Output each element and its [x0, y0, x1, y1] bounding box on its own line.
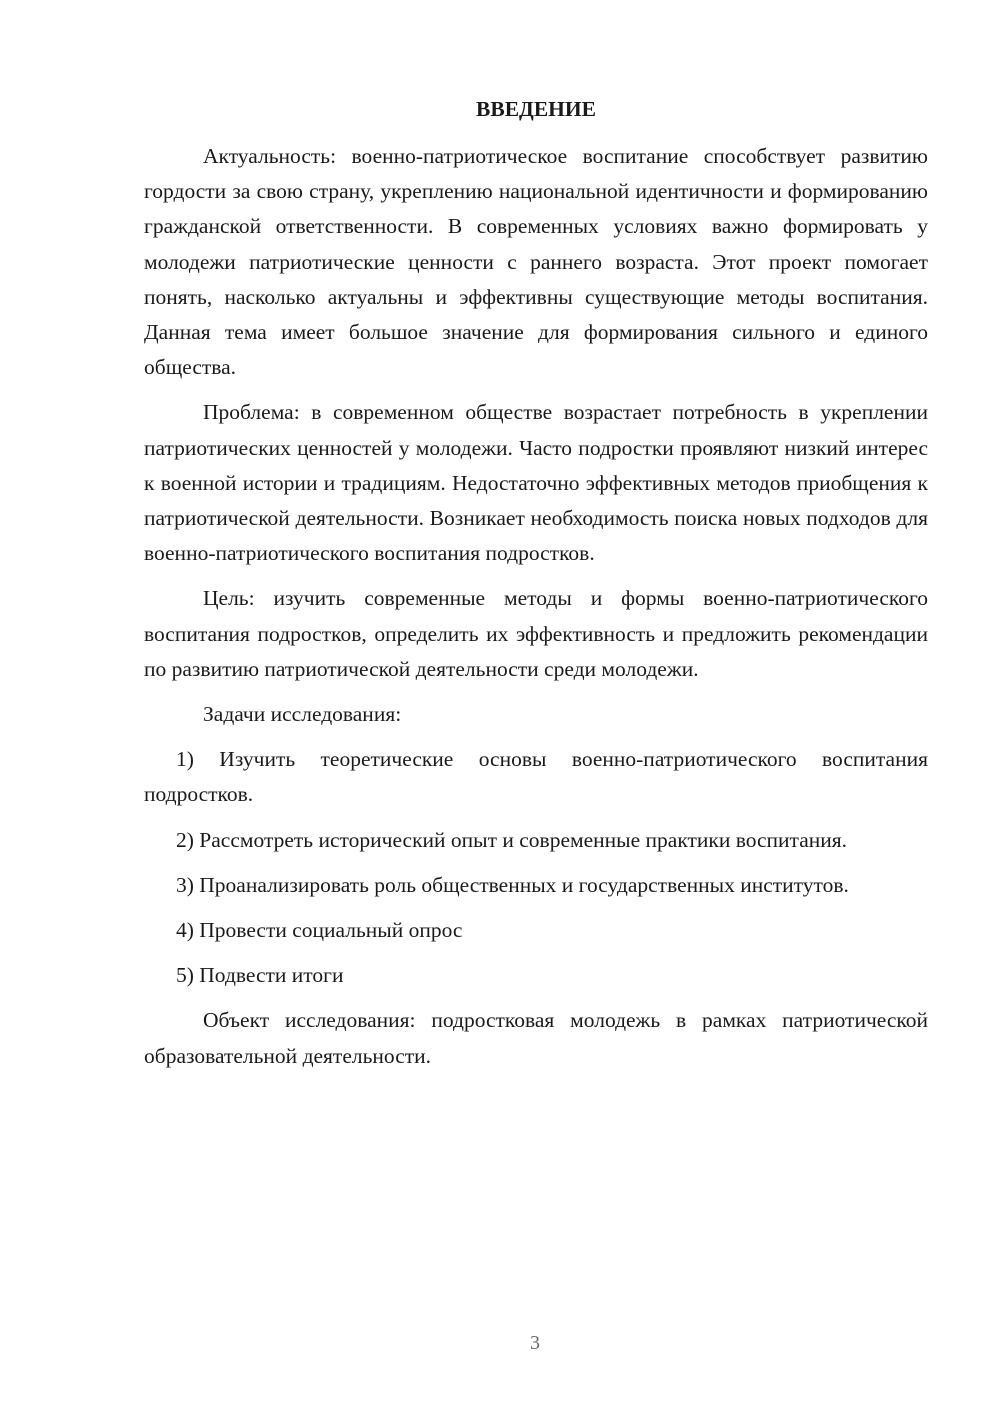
relevance-paragraph: Актуальность: военно-патриотическое воспитание способствует развитию гордости за свою страну, укреплению национальной идентичности и формированию гражданской ответственности. В современных условиях важно формировать у молодежи патриотические ценности с раннего возраста. Этот проект помогает понять, насколько актуальны и эффективны существующие методы воспитания. Данная тема имеет большое значение для формирования сильного и единого общества.: [144, 144, 928, 380]
goal-paragraph: Цель: изучить современные методы и формы военно-патриотического воспитания подростков, определить их эффективность и предложить рекомендации по развитию патриотической деятельности среди молодежи.: [144, 586, 928, 681]
page-number: 3: [530, 1332, 540, 1354]
task-item-4: 4) Провести социальный опрос: [176, 918, 463, 943]
object-paragraph: Объект исследования: подростковая молодежь в рамках патриотической образовательной деятельности.: [144, 1008, 928, 1068]
task-item-2: 2) Рассмотреть исторический опыт и современные практики воспитания.: [176, 827, 848, 852]
tasks-heading: Задачи исследования:: [203, 702, 402, 727]
task-item-1: 1) Изучить теоретические основы военно-патриотического воспитания подростков.: [144, 747, 928, 807]
document-page: [144, 92, 928, 1084]
problem-paragraph: Проблема: в современном обществе возрастает потребность в укреплении патриотических ценностей у молодежи. Часто подростки проявляют низкий интерес к военной истории и традициям. Недостаточно эффективных методов приобщения к патриотической деятельности. Возникает необходимость поиска новых подходов для военно-патриотического воспитания подростков.: [144, 400, 928, 566]
task-item-3: 3) Проанализировать роль общественных и государственных институтов.: [176, 872, 849, 897]
task-item-5: 5) Подвести итоги: [176, 963, 344, 988]
section-title: ВВЕДЕНИЕ: [476, 97, 596, 121]
